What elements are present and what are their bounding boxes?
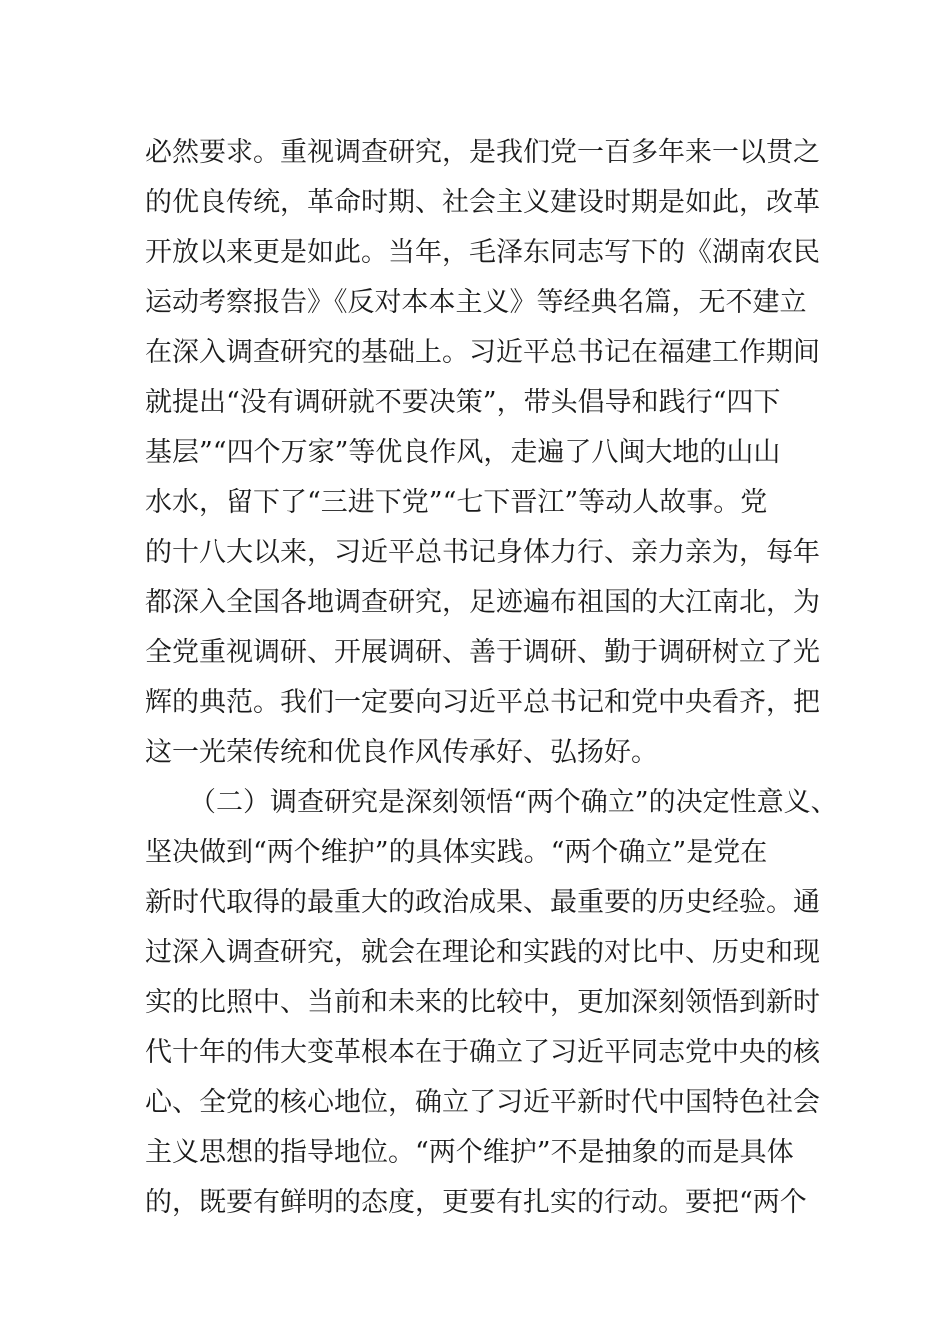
text-line: 心、全党的核心地位，确立了习近平新时代中国特色社会: [145, 1087, 820, 1118]
text-line: 实的比照中、当前和未来的比较中，更加深刻领悟到新时: [145, 987, 820, 1018]
text-line: 过深入调查研究，就会在理论和实践的对比中、历史和现: [145, 937, 820, 968]
text-line: 就提出“没有调研就不要决策”，带头倡导和践行“四下: [145, 387, 781, 418]
text-line: 运动考察报告》《反对本本主义》等经典名篇，无不建立: [145, 287, 807, 318]
text-line: 水水，留下了“三进下党”“七下晋江”等动人故事。党: [145, 487, 768, 518]
text-line: 的，既要有鲜明的态度，更要有扎实的行动。要把“两个: [145, 1187, 807, 1218]
text-line: 全党重视调研、开展调研、善于调研、勤于调研树立了光: [145, 637, 820, 668]
text-line: 开放以来更是如此。当年，毛泽东同志写下的《湖南农民: [145, 237, 820, 268]
text-line: 这一光荣传统和优良作风传承好、弘扬好。: [145, 737, 658, 768]
text-line: 基层”“四个万家”等优良作风，走遍了八闽大地的山山: [145, 437, 781, 468]
text-line: 的十八大以来，习近平总书记身体力行、亲力亲为，每年: [145, 537, 820, 568]
text-line: 在深入调查研究的基础上。习近平总书记在福建工作期间: [145, 337, 820, 368]
text-line: 新时代取得的最重大的政治成果、最重要的历史经验。通: [145, 887, 820, 918]
text-line: 必然要求。重视调查研究，是我们党一百多年来一以贯之: [145, 137, 820, 168]
section-heading-line: （二）调查研究是深刻领悟“两个确立”的决定性意义、: [189, 787, 838, 818]
text-line: 代十年的伟大变革根本在于确立了习近平同志党中央的核: [145, 1037, 820, 1068]
text-line: 辉的典范。我们一定要向习近平总书记和党中央看齐，把: [145, 687, 820, 718]
text-line: 坚决做到“两个维护”的具体实践。“两个确立”是党在: [145, 837, 768, 868]
text-line: 都深入全国各地调查研究，足迹遍布祖国的大江南北，为: [145, 587, 820, 618]
text-line: 主义思想的指导地位。“两个维护”不是抽象的而是具体: [145, 1137, 794, 1168]
text-line: 的优良传统，革命时期、社会主义建设时期是如此，改革: [145, 187, 820, 218]
body-text: [145, 128, 838, 1228]
